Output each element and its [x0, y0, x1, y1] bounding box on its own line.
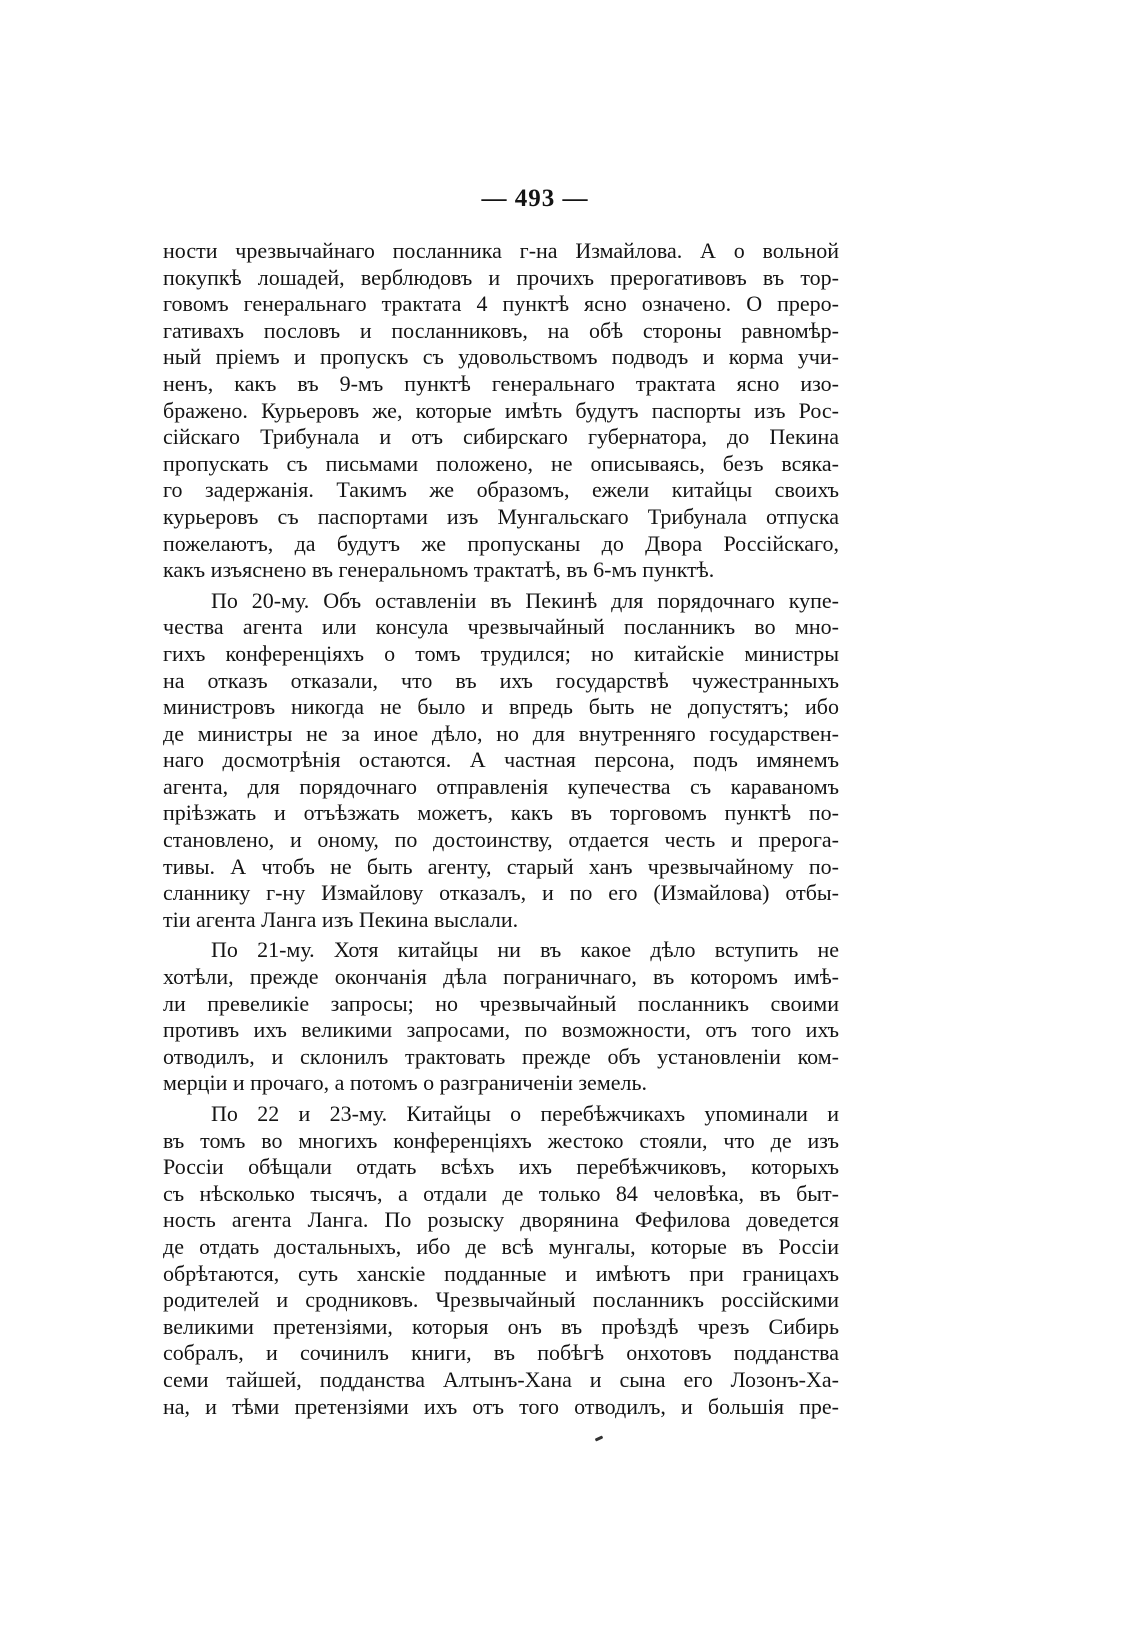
text-line: въ томъ во многихъ конференціяхъ жестоко стояли, что де изъ: [163, 1127, 839, 1153]
text-line: становлено, и оному, по достоинству, отдается честь и прерога-: [163, 827, 839, 853]
text-line: ность агента Ланга. По розыску дворянина Фефилова доведется: [163, 1207, 839, 1233]
text-line: де министры не за иное дѣло, но для внутренняго государствен-: [163, 720, 839, 746]
text-line: министровъ никогда не было и впредь быть не допустятъ; ибо: [163, 694, 839, 720]
text-line: ли превеликіе запросы; но чрезвычайный посланникъ своими: [163, 990, 839, 1016]
text-line: По 22 и 23-му. Китайцы о перебѣжчикахъ упоминали и: [211, 1101, 839, 1126]
text-line: противъ ихъ великими запросами, по возможности, отъ того ихъ: [163, 1017, 839, 1043]
ink-speck: [595, 1435, 604, 1441]
text-line: де отдать достальныхъ, ибо де всѣ мунгалы, которые въ Россіи: [163, 1233, 839, 1259]
paragraph: [163, 588, 839, 934]
text-line: гихъ конференціяхъ о томъ трудился; но китайскіе министры: [163, 640, 839, 666]
text-line: По 21-му. Хотя китайцы ни въ какое дѣло вступить не: [211, 937, 839, 963]
text-line: какъ изъяснено въ генеральномъ трактатѣ, въ 6-мъ пунктѣ.: [163, 557, 715, 583]
text-line: чества агента или консула чрезвычайный посланникъ во мно-: [163, 614, 839, 640]
text-line: хотѣли, прежде окончанія дѣла пограничнаго, въ которомъ имѣ-: [163, 964, 839, 990]
text-line: бражено. Курьеровъ же, которые имѣть будутъ паспорты изъ Рос-: [163, 397, 839, 423]
paragraph: [163, 1101, 839, 1420]
text-line: говомъ генеральнаго трактата 4 пунктѣ ясно означено. О преро-: [163, 291, 839, 317]
text-line: съ нѣсколько тысячъ, а отдали де только 84 человѣка, въ быт-: [163, 1180, 839, 1206]
page-number: — 493 —: [481, 185, 589, 212]
text-line: сійскаго Трибунала и отъ сибирскаго губернатора, до Пекина: [163, 424, 839, 450]
text-line: наго досмотрѣнія остаются. А частная персона, подъ имянемъ: [163, 747, 839, 773]
text-line: собралъ, и сочинилъ книги, въ побѣгѣ онхотовъ подданства: [163, 1340, 839, 1366]
text-line: агента, для порядочнаго отправленія купечества съ караваномъ: [163, 773, 839, 799]
text-line: пожелаютъ, да будутъ же пропусканы до Двора Россійскаго,: [163, 530, 839, 556]
text-line: курьеровъ съ паспортами изъ Мунгальскаго Трибунала отпуска: [163, 503, 839, 529]
text-line: на, и тѣми претензіями ихъ отъ того отводилъ, и большія пре-: [163, 1393, 839, 1419]
text-line: покупкѣ лошадей, верблюдовъ и прочихъ прерогативовъ въ тор-: [163, 264, 839, 290]
text-line: ненъ, какъ въ 9-мъ пунктѣ генеральнаго трактата ясно изо-: [163, 370, 839, 396]
paragraph: [163, 238, 839, 584]
text-line: на отказъ отказали, что въ ихъ государствѣ чужестранныхъ: [163, 667, 839, 693]
text-line: По 20-му. Объ оставленіи въ Пекинѣ для порядочнаго купе-: [211, 587, 839, 613]
text-line: ности чрезвычайнаго посланника г-на Измайлова. А о вольной: [163, 238, 839, 263]
page-text: [163, 238, 839, 1424]
text-line: го задержанія. Такимъ же образомъ, ежели китайцы своихъ: [163, 477, 839, 503]
paragraph: [163, 937, 839, 1097]
text-line: мерціи и прочаго, а потомъ о разграниченіи земель.: [163, 1070, 648, 1096]
text-line: тивы. А чтобъ не быть агенту, старый ханъ чрезвычайному по-: [163, 853, 839, 879]
text-line: ный пріемъ и пропускъ съ удовольствомъ подводъ и корма учи-: [163, 344, 839, 370]
text-line: гативахъ пословъ и посланниковъ, на обѣ стороны равномѣр-: [163, 317, 839, 343]
text-line: Россіи обѣщали отдать всѣхъ ихъ перебѣжчиковъ, которыхъ: [163, 1154, 839, 1180]
text-line: отводилъ, и склонилъ трактовать прежде объ установленіи ком-: [163, 1043, 839, 1069]
text-line: тіи агента Ланга изъ Пекина выслали.: [163, 906, 519, 932]
text-line: пріѣзжать и отъѣзжать можетъ, какъ въ торговомъ пунктѣ по-: [163, 800, 839, 826]
text-line: пропускать съ письмами положено, не описываясь, безъ всяка-: [163, 450, 839, 476]
text-line: родителей и сродниковъ. Чрезвычайный посланникъ россійскими: [163, 1287, 839, 1313]
text-line: обрѣтаются, суть ханскіе подданные и имѣютъ при границахъ: [163, 1260, 839, 1286]
text-line: семи тайшей, подданства Алтынъ-Хана и сына его Лозонъ-Ха-: [163, 1366, 839, 1392]
text-line: сланнику г-ну Измайлову отказалъ, и по его (Измайлова) отбы-: [163, 880, 839, 906]
text-line: великими претензіями, которыя онъ въ проѣздѣ чрезъ Сибирь: [163, 1313, 839, 1339]
